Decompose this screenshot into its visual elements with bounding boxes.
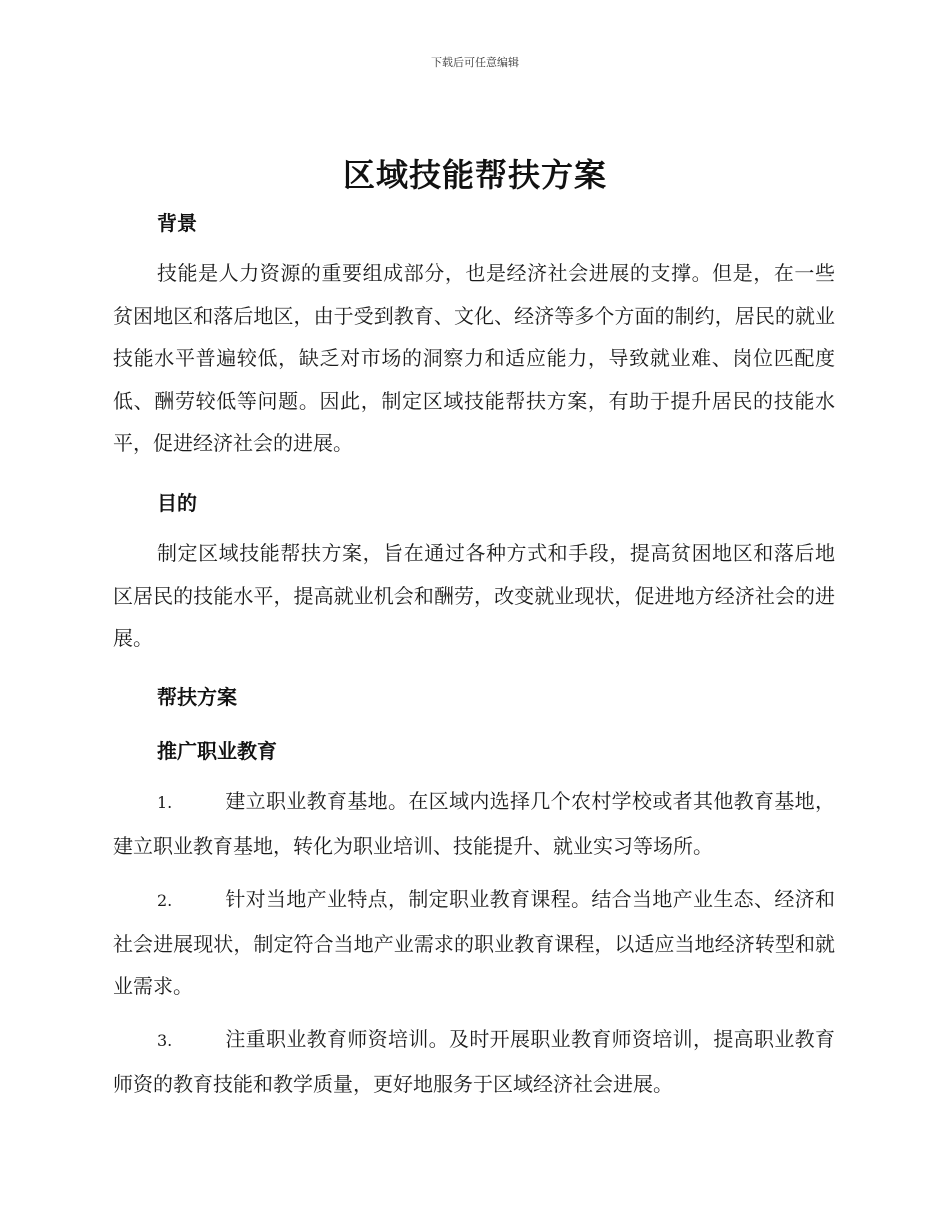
list-item-text: 针对当地产业特点，制定职业教育课程。结合当地产业生态、经济和社会进展现状，制定符合当地产业需求的职业教育课程，以适应当地经济转型和就业需求。 bbox=[113, 887, 835, 998]
list-number: 3. bbox=[157, 1031, 173, 1050]
paragraph-purpose: 制定区域技能帮扶方案，旨在通过各种方式和手段，提高贫困地区和落后地区居民的技能水平，提高就业机会和酬劳，改变就业现状，促进地方经济社会的进展。 bbox=[113, 541, 835, 650]
list-item-1 bbox=[113, 780, 835, 867]
list-item-text: 注重职业教育师资培训。及时开展职业教育师资培训，提高职业教育师资的教育技能和教学质量，更好地服务于区域经济社会进展。 bbox=[113, 1027, 835, 1096]
list-item-3 bbox=[113, 1018, 835, 1105]
list-item-2 bbox=[113, 878, 835, 1008]
paragraph-background: 技能是人力资源的重要组成部分，也是经济社会进展的支撑。但是，在一些贫困地区和落后地区，由于受到教育、文化、经济等多个方面的制约，居民的就业技能水平普遍较低，缺乏对市场的洞察力和适应能力，导致就业难、岗位匹配度低、酬劳较低等问题。因此，制定区域技能帮扶方案，有助于提升居民的技能水平，促进经济社会的进展。 bbox=[113, 261, 835, 455]
list-number: 1. bbox=[157, 793, 173, 812]
document-title: 区域技能帮扶方案 bbox=[342, 156, 607, 194]
list-item-text: 建立职业教育基地。在区域内选择几个农村学校或者其他教育基地，建立职业教育基地，转化为职业培训、技能提升、就业实习等场所。 bbox=[113, 789, 835, 858]
heading-background: 背景 bbox=[157, 211, 197, 235]
heading-purpose: 目的 bbox=[157, 491, 197, 515]
heading-plan: 帮扶方案 bbox=[157, 685, 237, 709]
list-number: 2. bbox=[157, 891, 173, 910]
page-header-note: 下载后可任意编辑 bbox=[431, 56, 519, 69]
heading-vocational-education: 推广职业教育 bbox=[157, 739, 277, 763]
